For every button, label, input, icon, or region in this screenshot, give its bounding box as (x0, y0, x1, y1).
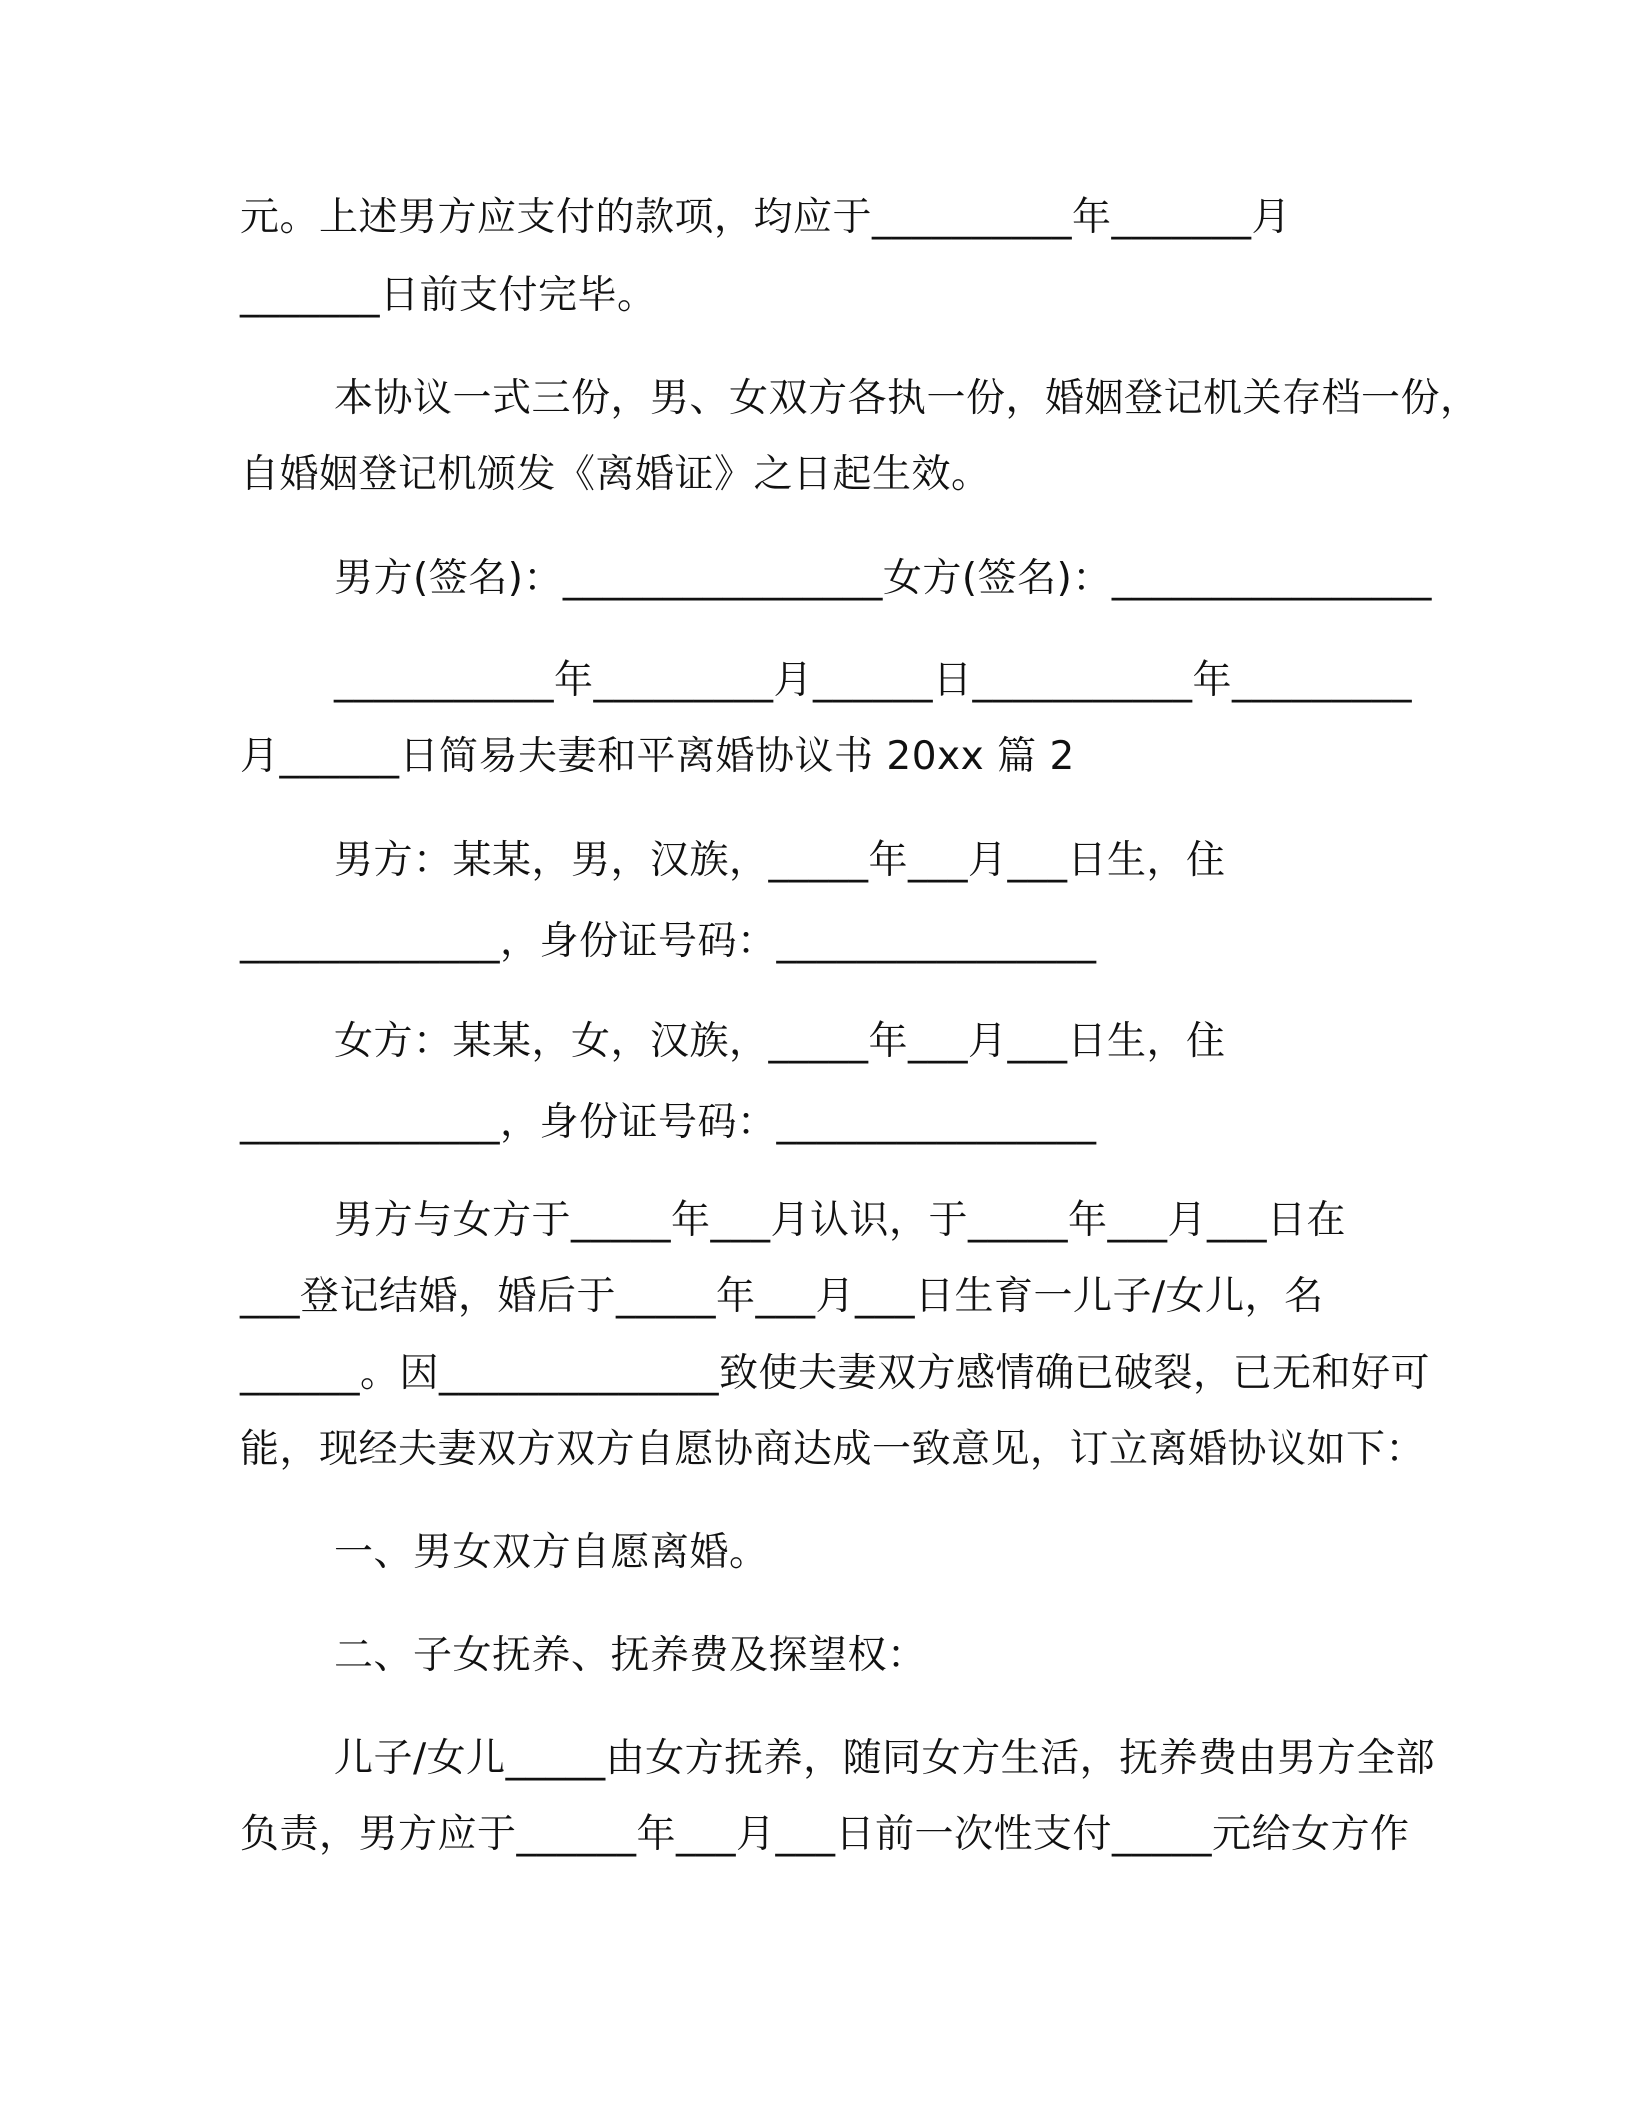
signature-line: 男方(签名)：________________女方(签名)：________________ (334, 556, 1432, 601)
text-line: _______日前支付完毕。 (240, 273, 657, 318)
text-line: 能，现经夫妻双方双方自愿协商达成一致意见，订立离婚协议如下： (240, 1427, 1426, 1472)
text-line: 一、男女双方自愿离婚。 (334, 1530, 769, 1575)
text-line: ___登记结婚，婚后于_____年___月___日生育一儿子/女儿，名 (240, 1274, 1324, 1319)
text-line: 本协议一式三份，男、女双方各执一份，婚姻登记机关存档一份， (334, 376, 1480, 421)
text-line: 月______日简易夫妻和平离婚协议书 20xx 篇 2 (240, 734, 1075, 779)
text-line: 男方：某某，男，汉族，_____年___月___日生，住 (334, 838, 1226, 883)
text-line: 男方与女方于_____年___月认识，于_____年___月___日在 (334, 1198, 1347, 1243)
text-line: _____________，身份证号码：________________ (240, 1100, 1097, 1145)
text-line: 元。上述男方应支付的款项，均应于__________年_______月 (240, 195, 1292, 240)
text-line: 自婚姻登记机颁发《离婚证》之日起生效。 (240, 452, 991, 497)
text-line: 女方：某某，女，汉族，_____年___月___日生，住 (334, 1019, 1226, 1064)
text-line: 儿子/女儿_____由女方抚养，随同女方生活，抚养费由男方全部 (334, 1736, 1436, 1781)
text-line: _____________，身份证号码：________________ (240, 919, 1097, 964)
text-line: 二、子女抚养、抚养费及探望权： (334, 1633, 927, 1678)
text-line: 负责，男方应于______年___月___日前一次性支付_____元给女方作 (240, 1812, 1410, 1857)
text-line: ______。因______________致使夫妻双方感情确已破裂，已无和好可 (240, 1351, 1431, 1396)
date-line: ___________年_________月______日___________年_________ (334, 658, 1413, 703)
